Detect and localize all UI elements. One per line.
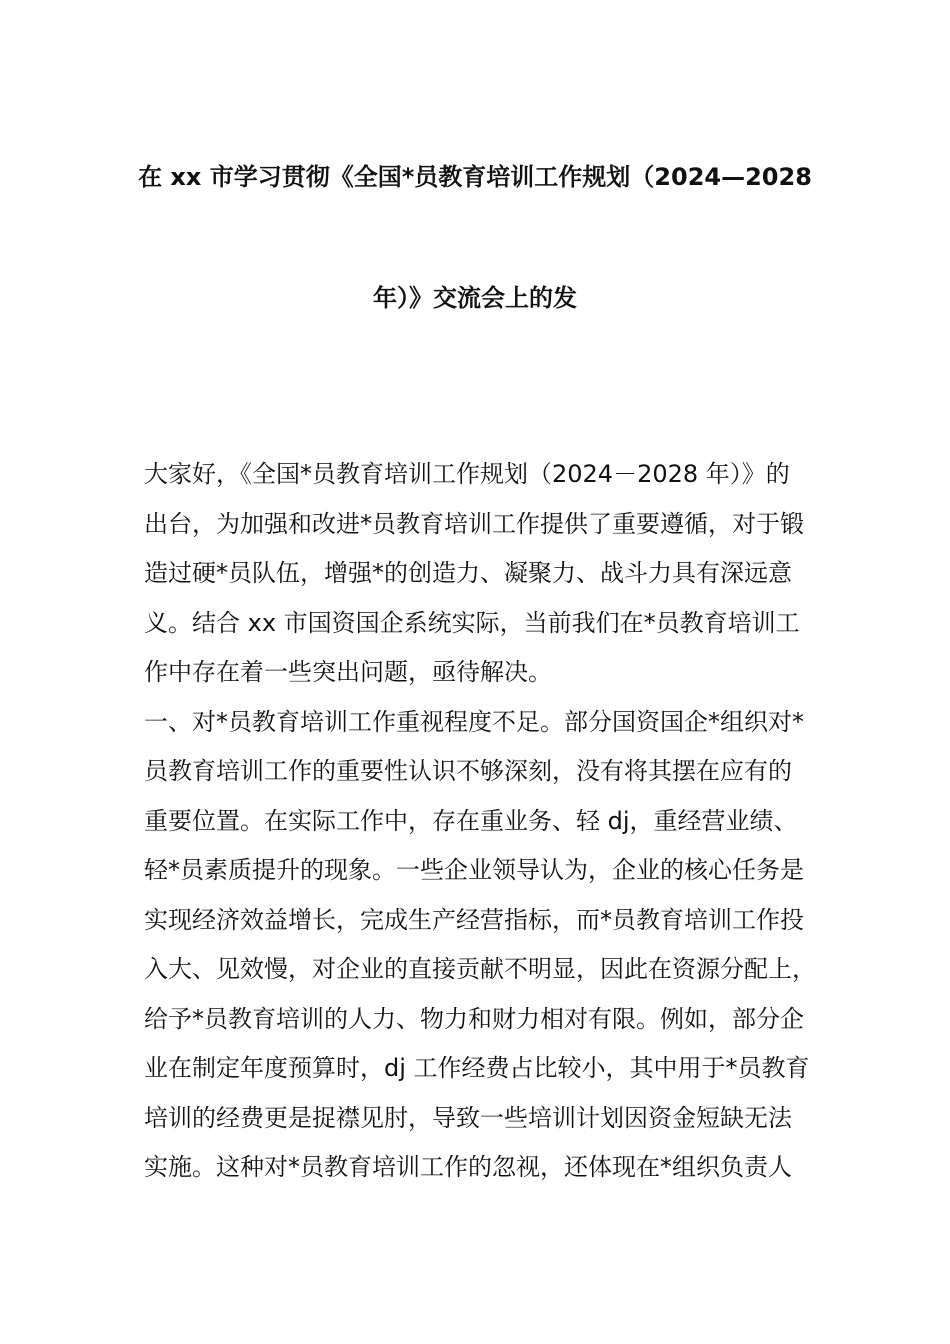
body-line: 一、对*员教育培训工作重视程度不足。部分国资国企*组织对* <box>144 707 804 736</box>
body-line: 业在制定年度预算时，dj 工作经费占比较小，其中用于*员教育 <box>144 1054 810 1082</box>
body-line: 造过硬*员队伍，增强*的创造力、凝聚力、战斗力具有深远意 <box>144 559 792 587</box>
body-line: 重要位置。在实际工作中，存在重业务、轻 dj，重经营业绩、 <box>144 806 798 835</box>
body-line: 员教育培训工作的重要性认识不够深刻，没有将其摆在应有的 <box>144 757 792 785</box>
body-line: 入大、见效慢，对企业的直接贡献不明显，因此在资源分配上， <box>144 955 816 983</box>
body-line: 出台，为加强和改进*员教育培训工作提供了重要遵循，对于锻 <box>144 509 804 538</box>
body-line: 轻*员素质提升的现象。一些企业领导认为，企业的核心任务是 <box>144 856 804 884</box>
body-line: 培训的经费更是捉襟见肘，导致一些培训计划因资金短缺无法 <box>144 1103 792 1132</box>
document-title-line-1: 在 xx 市学习贯彻《全国*员教育培训工作规划（2024—2028 <box>138 163 812 191</box>
body-line: 实现经济效益增长，完成生产经营指标，而*员教育培训工作投 <box>144 905 804 934</box>
body-line: 大家好，《全国*员教育培训工作规划（2024－2028 年）》的 <box>144 460 790 488</box>
document-title-line-2: 年）》交流会上的发 <box>373 284 577 312</box>
body-line: 义。结合 xx 市国资国企系统实际，当前我们在*员教育培训工 <box>144 608 800 637</box>
body-line: 作中存在着一些突出问题，亟待解决。 <box>144 658 552 686</box>
body-line: 实施。这种对*员教育培训工作的忽视，还体现在*组织负责人 <box>144 1153 792 1181</box>
document-body <box>144 450 824 1193</box>
body-line: 给予*员教育培训的人力、物力和财力相对有限。例如，部分企 <box>144 1004 804 1033</box>
